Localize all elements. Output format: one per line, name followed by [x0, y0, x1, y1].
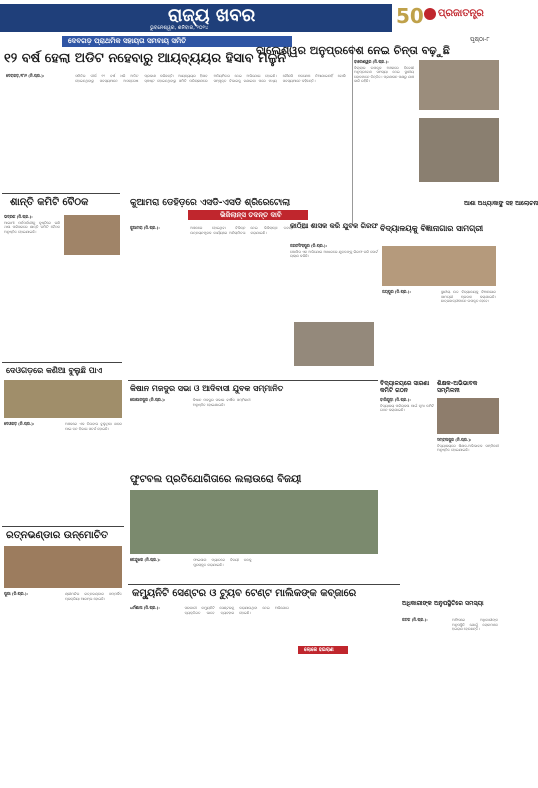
right-top-text: ଜିଲ୍ଲାର ଉପକୂଳ ଅଞ୍ଚଳରେ ବିଦେଶୀ ଅନୁପ୍ରବେଶ ସମସ୍ୟା ନେଇ ସ୍ଥାନୀୟ ଲୋକମାନେ ଚିନ୍ତିତ। ପ୍ରଶାସନ ପକ୍ଷରୁ ଯାଞ୍ଚ ଜାରି ରହିଛି। — [354, 65, 414, 84]
page-number: ପୃଷ୍ଠା-୮ — [470, 36, 490, 43]
divider — [128, 380, 378, 381]
top-story-kicker: ଦେବଗଡ଼ ପ୍ରାଥମିକ ସହାୟତା ସମବାୟ ସମିତି — [68, 37, 187, 45]
kuamara-text: ଅଞ୍ଚଳରେ ହୋଇଥିବା ବିଭିନ୍ନ ଉନ୍ନୟନମୂଳକ କାର୍ଯ୍ୟରେ ଅନିୟମିତତା ନେଇ ଭିଜିଲାନ୍ସ ତଦନ୍ତ ଦାବି କରାଯାଇଛି। — [190, 226, 306, 235]
community-strap: ଲୋକେ ହଇରାଣ — [304, 647, 334, 653]
kuamara-headline: କୁଆମରା ଡେହିଡ଼ରେ ଏସଡି-ଏସଡି ଶ୍ରିରେଟୋଲା — [130, 198, 291, 208]
adhikar-story — [402, 600, 498, 786]
ratna-photo — [4, 546, 122, 588]
football-text: ଫାଇନାଲ ମ୍ୟାଚରେ ବିଜୟୀ ଦଳକୁ ପୁରସ୍କୃତ କରାଯାଇଛି। — [193, 558, 252, 567]
anniversary-number: 50 — [396, 4, 424, 28]
kathia-body — [290, 244, 378, 324]
shanti-byline: ଭଦ୍ରକ (ନି.ପ୍ର.): — [4, 214, 33, 219]
shikshak-story — [437, 380, 499, 600]
logo — [396, 4, 500, 32]
ratna-body — [4, 592, 122, 782]
right-top-byline: ବାଲେଶ୍ୱର (ନି.ପ୍ର.): — [354, 59, 389, 64]
bidyalaya2-story — [380, 380, 435, 600]
bidyalaya-headline: ବିଦ୍ୟାଳୟକୁ ବିଜ୍ଞାନାଗାର ସାମଗ୍ରୀ — [380, 224, 484, 233]
kisan-text: କିଷାନ ମଜଦୁର ସଭାର ବାର୍ଷିକ ସମ୍ମିଳନୀ ଅନୁଷ୍ଠିତ ହୋଇଯାଇଛି। — [192, 398, 251, 407]
kathia-byline: ଜଗତସିଂହପୁର (ନି.ପ୍ର.): — [290, 243, 328, 248]
kisan-body — [130, 398, 376, 468]
bidyalaya2-text: ବିଦ୍ୟାଳୟ ପରିଚାଳନା ପାଇଁ ନୂଆ କମିଟି ଗଠନ କରାଯାଇଛି। — [380, 403, 434, 413]
deogarh-story — [2, 364, 126, 524]
adhikar-body — [402, 618, 498, 784]
right-top-photo-2 — [419, 118, 499, 182]
deogarh-photo — [4, 380, 122, 418]
bidyalaya2-byline: ବାଲିଗୁଡ଼ା (ନି.ପ୍ର.): — [380, 397, 411, 402]
kathia-photo — [294, 322, 374, 366]
shikshak-body — [437, 438, 499, 598]
dateline: ଭୁବନେଶ୍ୱର, ଶନିବାର, ୨୦୨୪ — [150, 25, 209, 31]
top-story-byline: ଦେବଗଡ଼,୨୮ା୨ (ନି.ପ୍ର.): — [6, 73, 45, 78]
deogarh-text: ଅଞ୍ଚଳରେ ଏକ ଚିତାବାଘ ବୁଲୁଥିବା ଖବର ପାଇ ବନ ବିଭାଗ ସତର୍କ ହୋଇଛି। — [65, 422, 122, 431]
deogarh-body — [4, 422, 122, 520]
shikshak-byline: ସମ୍ବଲପୁର (ନି.ପ୍ର.): — [437, 437, 472, 442]
football-photo — [130, 490, 378, 554]
adhikar-byline: କଟକ (ନି.ପ୍ର.): — [402, 617, 428, 622]
shanti-body — [4, 215, 60, 355]
kisan-byline: ଗୋପାଳପୁର (ନି.ପ୍ର.): — [130, 397, 166, 402]
kathia-text: ପୋଲିସ ଏକ ଅଭିଯୋଗ ଆଧାରରେ ଯୁବକଙ୍କୁ ଗିରଫ କରି କୋର୍ଟ ଚାଲାଣ କରିଛି। — [290, 249, 378, 259]
ratna-byline: ପୁରୀ (ନି.ପ୍ର.): — [4, 591, 29, 596]
section-title: ରାଜ୍ୟ ଖବର — [168, 5, 256, 26]
bidyalaya-story — [380, 224, 498, 374]
divider — [128, 584, 400, 585]
bidyalaya2-body — [380, 398, 434, 598]
divider — [2, 526, 124, 527]
right-top-subheadline: ଆଶା ଅଧ୍ୟାକାଙ୍କ୍ଷ ସହ ଆଲୋଚନା — [464, 200, 538, 207]
community-story — [128, 586, 400, 786]
community-body — [130, 606, 398, 782]
deogarh-headline: ଦେଓଗଡ଼ରେ କଣିଆ ବୁଲୁଛି ପାଏ — [6, 366, 103, 375]
football-headline: ଫୁଟବଲ ପ୍ରତିଯୋଗିତାରେ ଲଲାଉରୋ ବିଜୟୀ — [130, 474, 302, 485]
right-top-headline: ବାଲେଶ୍ୱର ଅନୁପ୍ରବେଶ ନେଇ ଚିନ୍ତା ବଢ଼ୁଛି — [256, 44, 450, 57]
bidyalaya-body — [382, 290, 496, 370]
bidyalaya2-headline: ବିଦ୍ୟାଳୟରେ ସାରଣା କମିଟି ଗଠନ — [380, 380, 430, 394]
kisan-headline: କିଷାନ ମଜଦୁର ସଭା ଓ ଆଦିବାସୀ ଯୁବକ ସମ୍ମାନିତ — [130, 384, 284, 393]
divider — [2, 193, 120, 194]
shanti-text: ଆଗାମୀ ପର୍ବପର୍ବାଣୀକୁ ଦୃଷ୍ଟିରେ ରଖି ଥାନା ପରିସରରେ ଶାନ୍ତି କମିଟି ବୈଠକ ଅନୁଷ୍ଠିତ ହୋଇଯାଇଛି। — [4, 220, 60, 234]
kuamara-strap: ଭିଜିଲାନ୍ସ ତଦନ୍ତ ଦାବି — [220, 211, 282, 219]
right-top-photo — [419, 60, 499, 110]
kathia-story — [290, 222, 380, 372]
adhikar-text: ଅଫିସରେ ଅଧିକାରୀଙ୍କ ଅନୁପସ୍ଥିତି ଯୋଗୁଁ ଲୋକମାନେ ହଇରାଣ ହେଉଛନ୍ତି। — [452, 618, 498, 632]
community-byline: ଧର୍ମଶାଳା (ନି.ପ୍ର.): — [130, 605, 160, 610]
football-byline: କେନ୍ଦୁଝର (ନି.ପ୍ର.): — [130, 557, 161, 562]
top-story-headline: ୧୨ ବର୍ଷ ହେଲା ଅଡିଟ ନହେବାରୁ ଆୟବ୍ୟୟର ହିସାବ ମିଳୁନି — [4, 51, 287, 66]
ratna-headline: ରତ୍ନଭଣ୍ଡାର ଉନ୍ମୋଚିତ — [6, 530, 109, 541]
community-text: ସରକାରୀ କମ୍ୟୁନିଟି ସେଣ୍ଟରକୁ ବ୍ୟକ୍ତିଗତ ଭାବେ ବ୍ୟବହାର କରାଯାଉଥିବା ନେଇ ଅଭିଯୋଗ ହୋଇଛି। — [184, 606, 289, 615]
kisan-story — [128, 382, 378, 472]
bidyalaya-text: ସ୍ଥାନୀୟ ଉଚ୍ଚ ବିଦ୍ୟାଳୟକୁ ବିଜ୍ଞାନାଗାର ସାମଗ୍ରୀ ପ୍ରଦାନ କରାଯାଇଛି। ଛାତ୍ରଛାତ୍ରୀମାନେ ଉପକୃତ ହେବେ। — [441, 290, 496, 304]
bidyalaya-photo — [382, 246, 496, 286]
community-headline: କମ୍ୟୁନିଟି ସେଣ୍ଟର ଓ ଟ୍ୟୁବ ଟେଣ୍ଟ ମାଲିକଙ୍କ କବ୍ଜାରେ — [132, 588, 357, 599]
shanti-story — [2, 195, 124, 365]
ratna-story — [2, 528, 126, 786]
deogarh-byline: ଦେଓଗଡ଼ (ନି.ପ୍ର.): — [4, 421, 35, 426]
shikshak-photo — [437, 398, 499, 434]
shikshak-headline: ଶିକ୍ଷକ-ଅଭିଭାବକ ସମ୍ମିଳନୀ — [437, 380, 478, 394]
shanti-photo — [64, 215, 120, 255]
top-story-text: ସମିତିର ଦୀର୍ଘ ୧୨ ବର୍ଷ ଧରି ଅଡିଟ ହୋଇନଥିବାରୁ ସଦସ୍ୟମାନେ ଅସନ୍ତୋଷ ପ୍ରକାଶ କରିଛନ୍ତି। ଆୟବ୍ୟୟର ହିସାବ ସ୍ପଷ୍ଟ ହୋଇନଥିବାରୁ ସମିତି ପରିଚାଳନାରେ ଅନିୟମିତତା ନେଇ ଅଭିଯୋଗ ହୋଇଛି। ସମ୍ପୃକ୍ତ ବିଭାଗକୁ ଜଣାଇବା ପରେ ମଧ୍ୟ କୌଣସି ପଦକ୍ଷେପ ନିଆଯାଇନାହିଁ ବୋଲି ସଦସ୍ୟମାନେ କହିଛନ୍ତି। — [75, 74, 346, 83]
ratna-text: ଶ୍ରୀମନ୍ଦିର ରତ୍ନଭଣ୍ଡାର ସମ୍ପର୍କିତ ପ୍ରକ୍ରିୟା ଆରମ୍ଭ ହୋଇଛି। — [65, 592, 122, 601]
right-top-body — [354, 60, 414, 190]
adhikar-headline: ଅଧିକାରୀଙ୍କ ଅନୁପସ୍ଥିତିରେ ସମସ୍ୟା — [402, 600, 484, 607]
paper-name: ପ୍ରଜାତନ୍ତ୍ର — [438, 8, 484, 19]
football-story — [128, 472, 380, 582]
kuamara-byline: କୁଆମରା (ନି.ପ୍ର.): — [130, 225, 160, 230]
bidyalaya-byline: ଜୟପୁର (ନି.ପ୍ର.): — [382, 289, 412, 294]
football-body — [130, 558, 378, 580]
shanti-headline: ଶାନ୍ତି କମିଟି ବୈଠକ — [10, 197, 89, 208]
shikshak-text: ବିଦ୍ୟାଳୟରେ ଶିକ୍ଷକ-ଅଭିଭାବକ ସମ୍ମିଳନୀ ଅନୁଷ୍ଠିତ ହୋଇଯାଇଛି। — [437, 443, 499, 453]
paper-logo-badge — [424, 8, 436, 20]
kathia-headline: କାଠିଆ ଶାସକ କରି ଯୁବକ ଗିରଫ — [290, 222, 378, 230]
divider — [2, 362, 122, 363]
